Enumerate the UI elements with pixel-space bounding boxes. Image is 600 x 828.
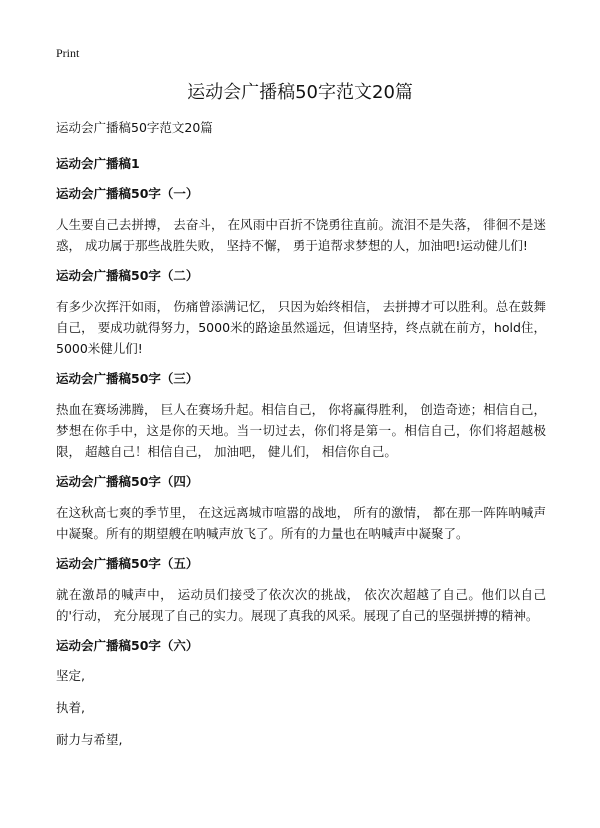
main-heading: 运动会广播稿1: [56, 156, 140, 171]
print-label: Print: [56, 46, 80, 60]
section-line-3: 耐力与希望,: [56, 732, 123, 747]
section-heading-6: 运动会广播稿50字（六）: [56, 638, 199, 653]
section-body-2: 有多少次挥汗如雨， 伤痛曾添满记忆， 只因为始终相信， 去拼搏才可以胜利。总在鼓舞自己， 要成功就得努力，5000米的路途虽然遥远，但请坚持，终点就在前方，hold住，5000米健儿们!: [56, 299, 546, 356]
section-body-4: 在这秋高七爽的季节里， 在这远离城市喧嚣的战地， 所有的激情， 都在那一阵阵呐喊声中凝聚。所有的期望艘在呐喊声放飞了。所有的力量也在呐喊声中凝聚了。: [56, 505, 547, 541]
section-body-1: 人生要自己去拼搏， 去奋斗， 在风雨中百折不饶勇往直前。流泪不是失落， 徘徊不是迷惑， 成功属于那些战胜失败， 坚持不懈， 勇于追帮求梦想的人，加油吧!运动健儿们!: [56, 217, 546, 253]
section-heading-2: 运动会广播稿50字（二）: [56, 268, 199, 283]
section-heading-4: 运动会广播稿50字（四）: [56, 474, 199, 489]
section-line-2: 执着,: [56, 700, 85, 715]
section-body-5: 就在激昂的喊声中， 运动员们接受了依次次的挑战， 依次次超越了自己。他们以自己的'行动， 充分展现了自己的实力。展现了真我的风采。展现了自己的坚强拼搏的精神。: [56, 587, 546, 623]
document-body: [56, 118, 546, 762]
section-body-3: 热血在赛场沸腾， 巨人在赛场升起。相信自己， 你将赢得胜利， 创造奇迹；相信自己， 梦想在你手中，这是你的天地。当一切过去，你们将是第一。相信自己，你们将超越极限， 超越自己！相信自己， 加油吧， 健儿们， 相信你自己。: [56, 402, 546, 459]
section-heading-5: 运动会广播稿50字（五）: [56, 556, 199, 571]
section-line-1: 坚定,: [56, 668, 85, 683]
section-heading-3: 运动会广播稿50字（三）: [56, 371, 199, 386]
section-heading-1: 运动会广播稿50字（一）: [56, 186, 199, 201]
document-title: 运动会广播稿50字范文20篇: [187, 82, 413, 103]
document-subtitle: 运动会广播稿50字范文20篇: [56, 120, 213, 135]
